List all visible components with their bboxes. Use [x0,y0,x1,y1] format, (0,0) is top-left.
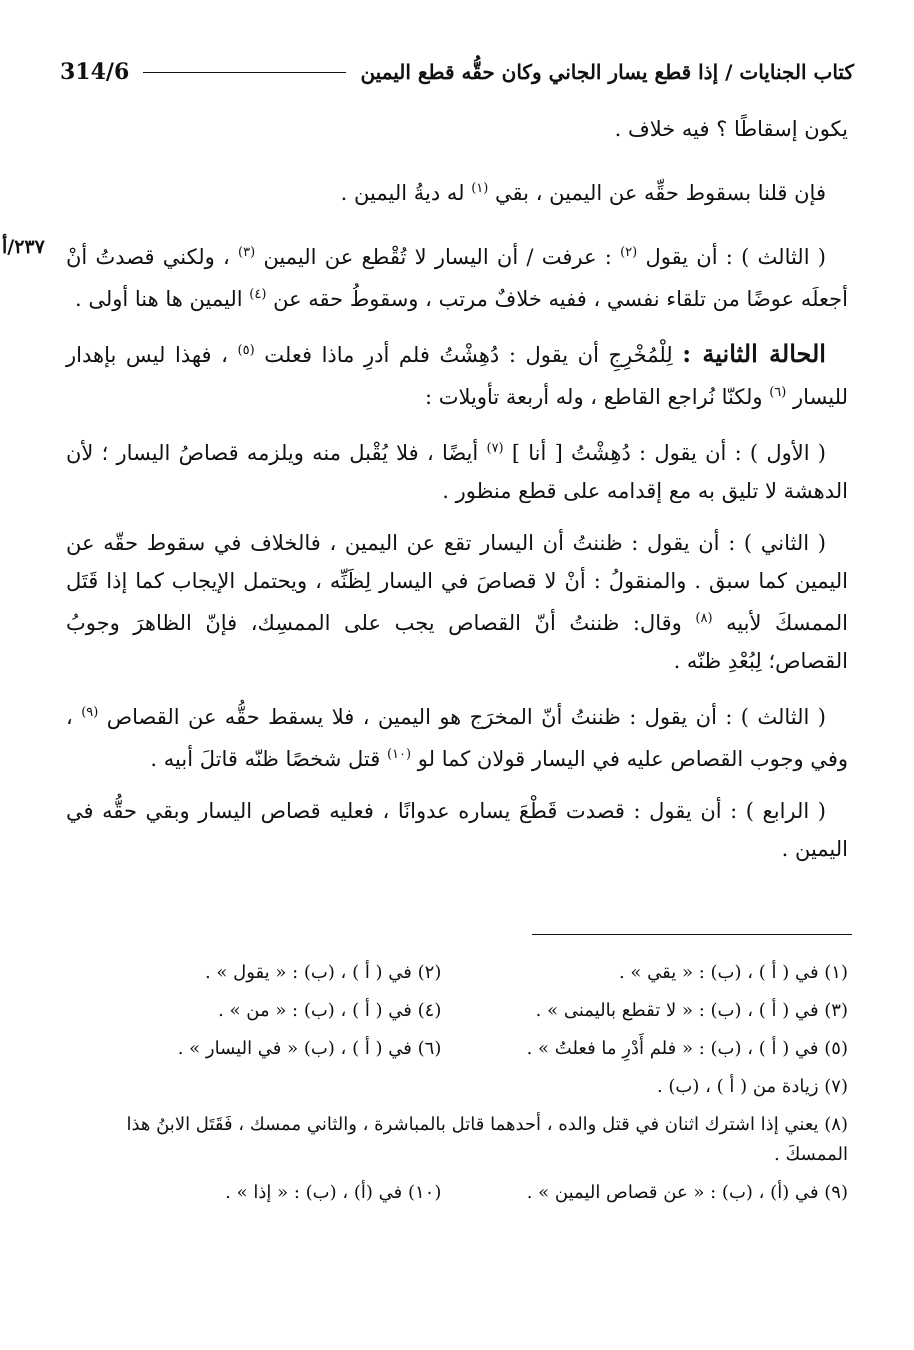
paragraph [66,170,848,212]
paragraph-text: ( الثالث ) : أن يقول [645,245,826,269]
footnote-ref[interactable]: (٨) [695,611,713,626]
footnote: (٣) في ( أ ) ، (ب) : « لا تقطع باليمنى » . [535,1000,848,1021]
footnote-ref[interactable]: (٦) [769,385,787,400]
paragraph-text: قتل شخصًا ظنّه قاتلَ أبيه . [150,747,381,771]
footnote-row [66,1034,848,1064]
footnote-separator [532,934,852,935]
footnotes [66,958,848,1216]
paragraph-text: ( الثاني ) : أن يقول : ظننتُ أن اليسار تقع عن اليمين ، فالخلاف في سقوط حقّه عن اليمين كما سبق . والمنقولُ : أنْ لا قصاصَ في اليسار لِظَنِّه ، ويحتمل الإيجاب كما إذا قَتَل الممسكَ لأبيه [66,531,848,635]
paragraph-text: أيضًا ، فلا يُقْبل منه ويلزمه قصاصُ اليسار ؛ لأن الدهشة لا تليق به مع إقدامه على قطع منظور . [66,441,848,503]
paragraph-text: ، فهذا ليس بإهدار لليسار [66,343,848,409]
footnote: (٢) في ( أ ) ، (ب) : « يقول » . [204,962,442,983]
footnote: (٧) زيادة من ( أ ) ، (ب) . [656,1076,848,1097]
main-text [66,110,848,882]
paragraph [66,332,848,416]
paragraph-text: لِلْمُخْرِجِ أن يقول : دُهِشْتُ فلم أدرِ ماذا فعلت [264,343,673,367]
paragraph-text: ( الأول ) : أن يقول : دُهِشْتُ [ أنا ] [511,441,826,465]
footnote-ref[interactable]: (٢) [620,245,638,260]
footnote-ref[interactable]: (٧) [486,441,504,456]
paragraph-text: وقال: ظننتُ أنّ القصاص يجب على الممسِك، فإنّ الظاهرَ وجوبُ القصاص؛ لِبُعْدِ ظنّه . [66,611,848,673]
footnote-ref[interactable]: (١٠) [386,747,412,762]
footnote-row [66,958,848,988]
header-rule [143,72,346,73]
footnote: (٩) في (أ) ، (ب) : « عن قصاص اليمين » . [526,1182,848,1203]
manuscript-folio-marker: ٢٣٧/أ [2,236,45,258]
paragraph-text: اليمين ها هنا أولى . [75,287,243,311]
paragraph-text: ، وفي وجوب القصاص عليه في اليسار قولان كما لو [66,705,848,771]
page-header [60,52,854,92]
footnote-ref[interactable]: (٣) [238,245,256,260]
paragraph-text: فإن قلنا بسقوط حقِّه عن اليمين ، بقي [495,181,826,205]
paragraph-text: ، ولكني قصدتُ أنْ أجعلَه عوضًا من تلقاء نفسي ، ففيه خلافٌ مرتب ، وسقوطُ حقه عن [66,245,848,311]
paragraph [66,234,848,318]
paragraph [66,694,848,778]
footnote: (٦) في ( أ ) ، (ب) « في اليسار » . [177,1038,442,1059]
paragraph-text: : عرفت / أن اليسار لا تُقْطع عن اليمين [263,245,612,269]
footnote: (٥) في ( أ ) ، (ب) : « فلم أَدْرِ ما فعلتُ » . [526,1038,848,1059]
paragraph-text: ولكنّا نُراجع القاطع ، وله أربعة تأويلات : [424,385,763,409]
paragraph-text: ( الرابع ) : أن يقول : قصدت قَطْعَ يساره عدوانًا ، فعليه قصاص اليسار وبقي حقُّه في اليمين . [66,799,848,861]
footnote-ref[interactable]: (٥) [237,343,255,358]
footnote-row [66,1178,848,1208]
footnote: (١٠) في (أ) ، (ب) : « إذا » . [225,1182,442,1203]
paragraph-text: ( الثالث ) : أن يقول : ظننتُ أنّ المخرَج هو اليمين ، فلا يسقط حقُّه عن القصاص [106,705,826,729]
footnote: (٤) في ( أ ) ، (ب) : « من » . [218,1000,442,1021]
case-heading: الحالة الثانية : [682,339,826,368]
page-number: 314/6 [60,59,130,85]
footnote-ref[interactable]: (٤) [249,287,267,302]
paragraph [66,110,848,148]
paragraph-text: يكون إسقاطًا ؟ فيه خلاف . [614,117,848,141]
paragraph [66,792,848,868]
paragraph-text: له ديةُ اليمين . [340,181,465,205]
running-title: كتاب الجنايات / إذا قطع يسار الجاني وكان حقُّه قطع اليمين [360,60,854,84]
footnote-ref[interactable]: (٩) [81,705,99,720]
footnote-ref[interactable]: (١) [471,181,489,196]
footnote: (٨) يعني إذا اشترك اثنان في قتل والده ، أحدهما قاتل بالمباشرة ، والثاني ممسك ، فَقَتَل الابنُ هذا الممسكَ . [126,1114,848,1165]
paragraph [66,524,848,680]
footnote-row [66,996,848,1026]
footnote: (١) في ( أ ) ، (ب) : « يقي » . [618,962,848,983]
paragraph [66,430,848,510]
